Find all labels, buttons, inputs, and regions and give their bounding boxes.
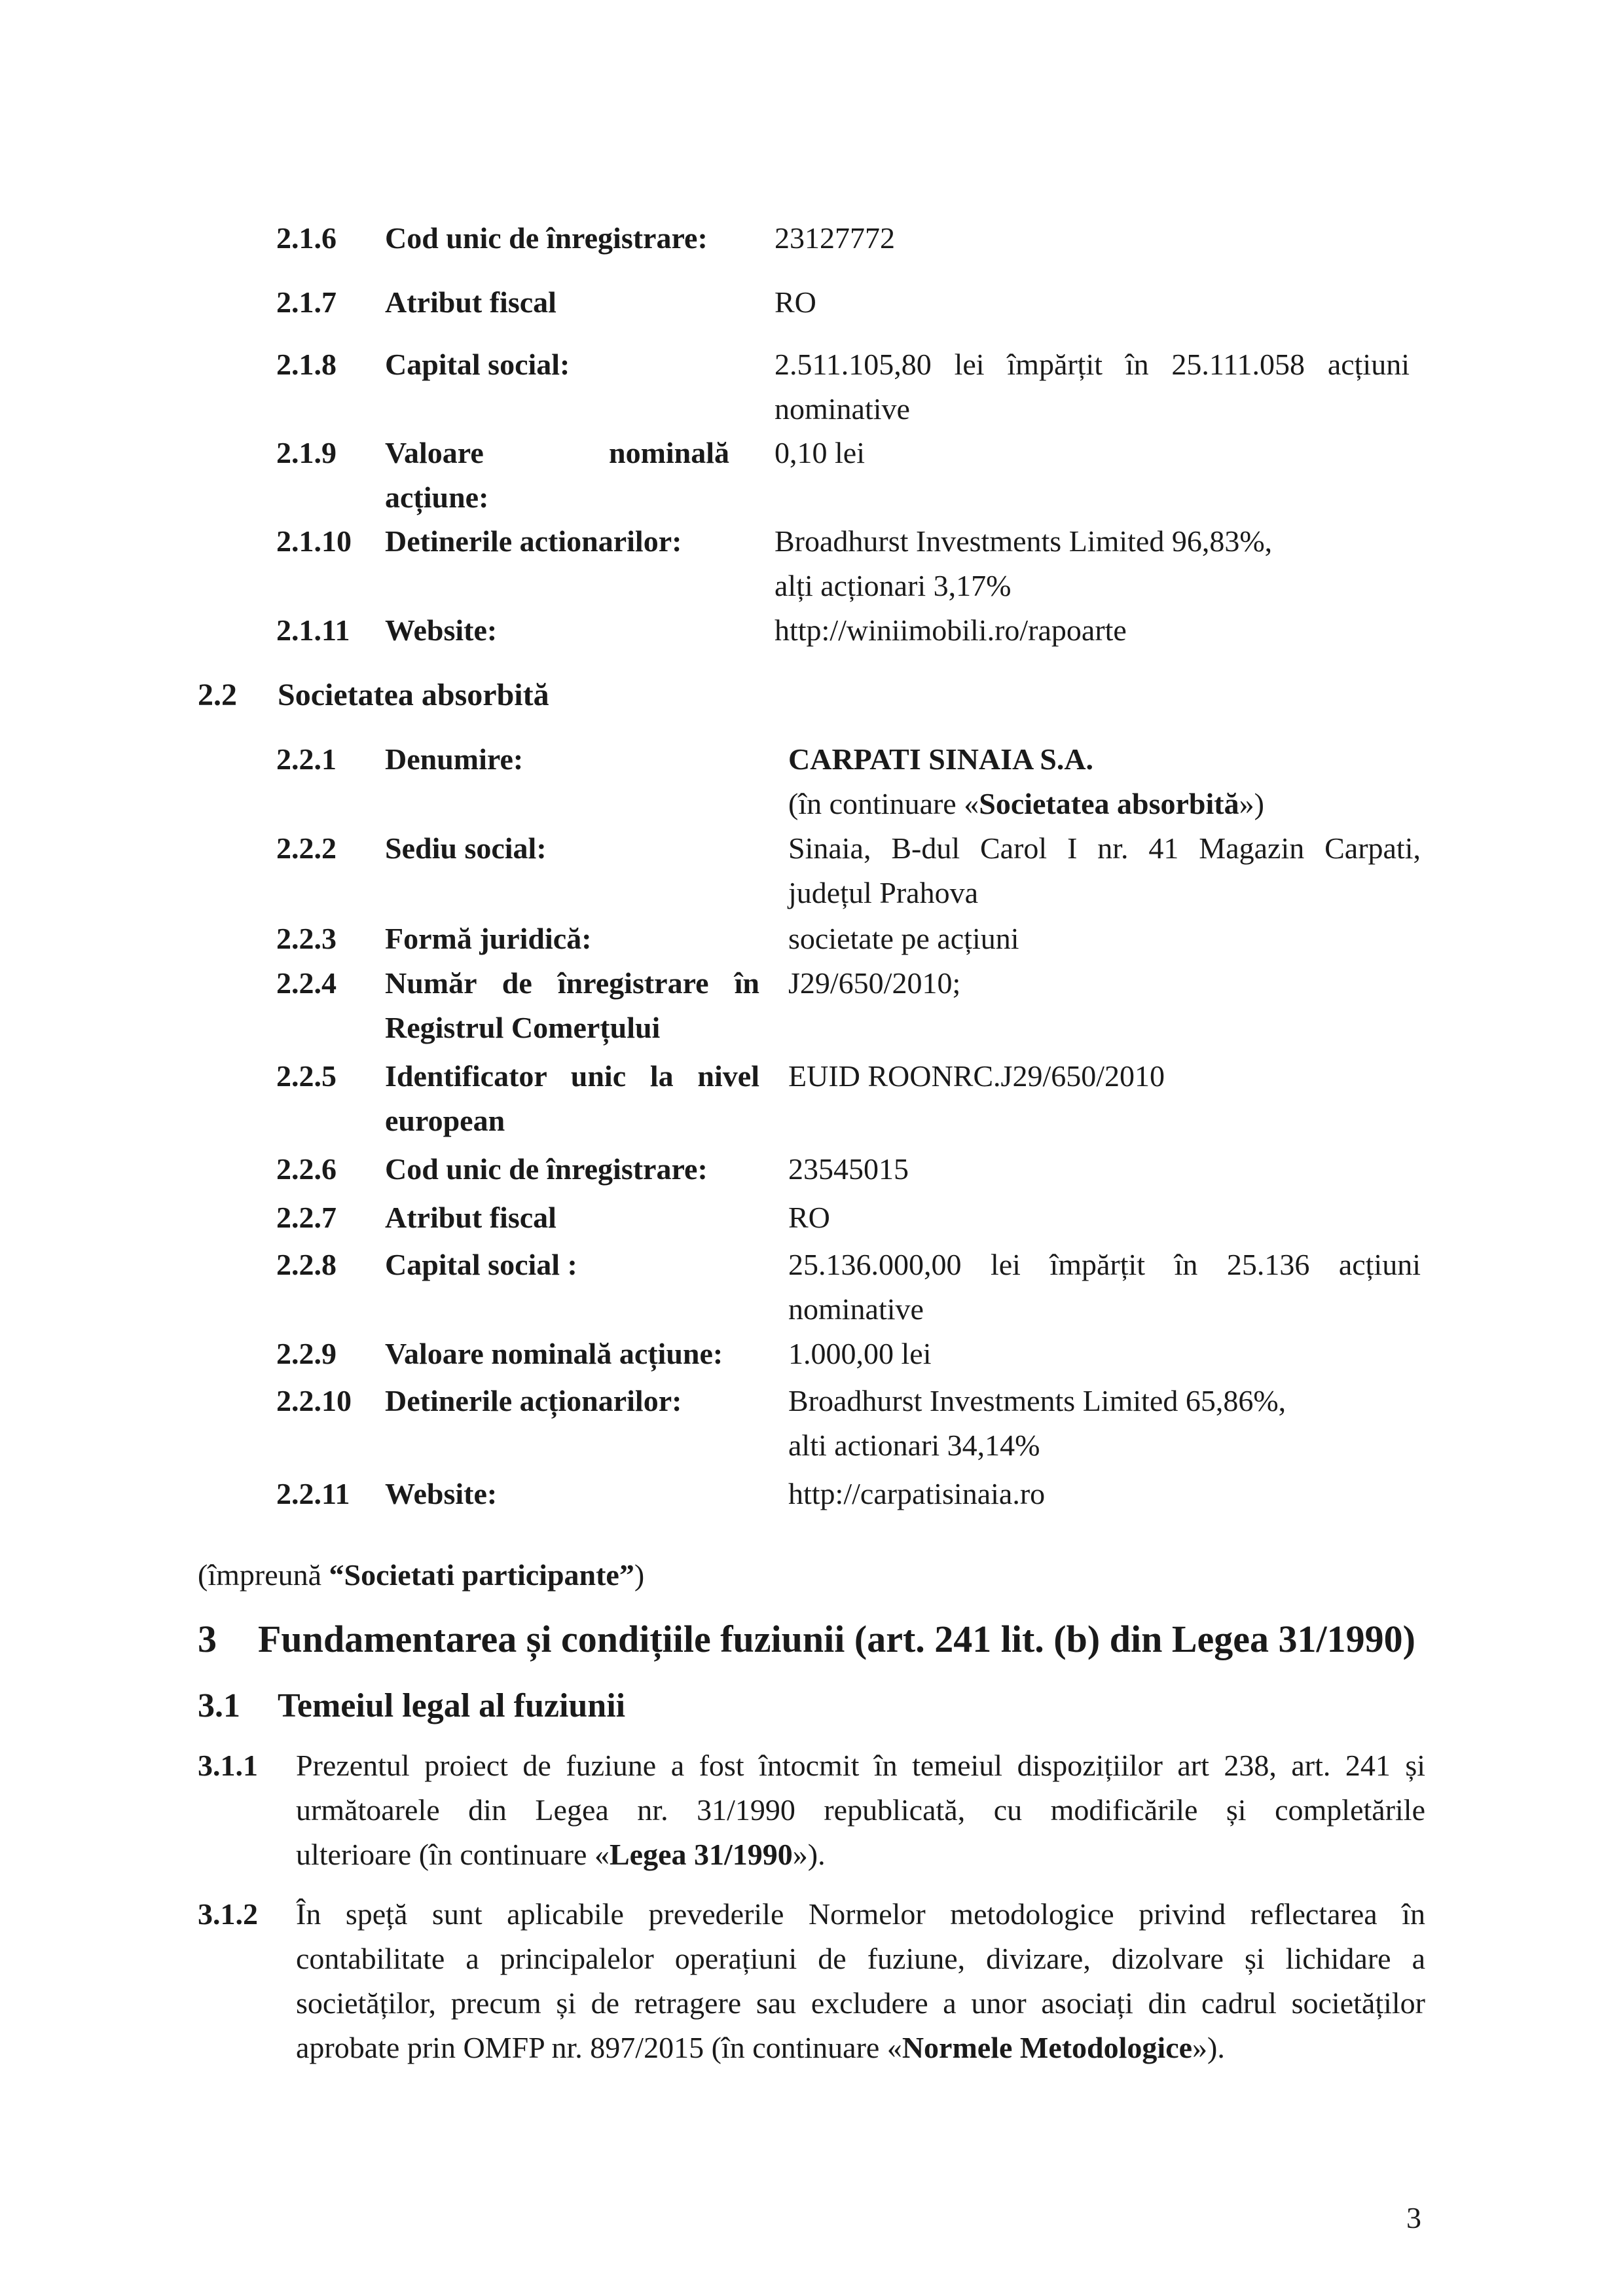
item-value-line-2: alti actionari 34,14% [788, 1429, 1040, 1462]
item-number: 2.2.8 [276, 1248, 337, 1281]
item-number: 2.1.7 [276, 285, 337, 319]
section-number: 3.1 [198, 1687, 240, 1724]
item-number: 2.1.10 [276, 524, 352, 558]
paragraph-line: următoarele din Legea nr. 31/1990 republicată, cu modificările și completările [296, 1793, 1425, 1827]
item-value: EUID ROONRC.J29/650/2010 [788, 1059, 1165, 1093]
item-label: Denumire: [385, 742, 524, 776]
paragraph-line: Prezentul proiect de fuziune a fost întocmit în temeiul dispozițiilor art 238, art. 241 și [296, 1749, 1425, 1782]
item-label: Atribut fiscal [385, 1201, 556, 1234]
item-label-word-1: Valoare [385, 436, 484, 469]
paragraph-last-line: ulterioare (în continuare «Legea 31/1990»). [296, 1838, 826, 1871]
item-value: 23127772 [775, 221, 895, 255]
item-label: Website: [385, 613, 498, 647]
item-label: Detinerile actionarilor: [385, 524, 682, 558]
item-number: 2.1.8 [276, 348, 337, 381]
item-value-line-1: Sinaia, B-dul Carol I nr. 41 Magazin Carpati, [788, 831, 1421, 865]
item-number: 2.2.11 [276, 1477, 350, 1510]
item-label: Atribut fiscal [385, 285, 556, 319]
item-label: Capital social : [385, 1248, 577, 1281]
website-link[interactable]: http://carpatisinaia.ro [788, 1477, 1046, 1510]
section-title: Societatea absorbită [278, 678, 549, 712]
paragraph-number: 3.1.1 [198, 1749, 258, 1782]
website-link[interactable]: http://winiimobili.ro/rapoarte [775, 613, 1127, 647]
item-value: 1.000,00 lei [788, 1337, 932, 1370]
paragraph-line: societăților, precum și de retragere sau excludere a unor asociați din cadrul societăților [296, 1986, 1425, 2020]
section-title: Temeiul legal al fuziunii [278, 1687, 626, 1724]
paragraph-last-line: aprobate prin OMFP nr. 897/2015 (în continuare «Normele Metodologice»). [296, 2031, 1225, 2064]
item-label: Detinerile acționarilor: [385, 1384, 682, 1417]
item-label: Cod unic de înregistrare: [385, 1152, 708, 1186]
section-number: 3 [198, 1618, 217, 1660]
section-3-1-heading [198, 1683, 626, 1730]
section-2-2-heading [198, 673, 549, 718]
item-value: societate pe acțiuni [788, 922, 1019, 955]
item-number: 2.1.11 [276, 613, 350, 647]
section-3-heading [198, 1613, 1415, 1666]
item-value: RO [788, 1201, 830, 1234]
item-label-word-2: nominală [609, 436, 730, 469]
participating-companies-note: (împreună “Societati participante”) [198, 1558, 645, 1592]
paragraph-number: 3.1.2 [198, 1897, 258, 1931]
item-value-line-1: 2.511.105,80 lei împărțit în 25.111.058 acțiuni [775, 348, 1410, 381]
item-label-line-2: acțiune: [385, 481, 489, 514]
section-number: 2.2 [198, 678, 237, 712]
item-label: Capital social: [385, 348, 570, 381]
item-label-line-2: european [385, 1104, 505, 1137]
item-value-line-2: alți acționari 3,17% [775, 569, 1012, 602]
paragraph-line: contabilitate a principalelor operațiuni de fuziune, divizare, dizolvare și lichidare a [296, 1942, 1425, 1975]
page-number: 3 [1406, 2201, 1421, 2234]
section-title: Fundamentarea și condițiile fuziunii (art. 241 lit. (b) din Legea 31/1990) [258, 1618, 1415, 1660]
item-number: 2.2.10 [276, 1384, 352, 1417]
item-value-line-1: Broadhurst Investments Limited 96,83%, [775, 524, 1273, 558]
item-value-line-2: nominative [775, 392, 910, 426]
item-number: 2.2.9 [276, 1337, 337, 1370]
item-label: Formă juridică: [385, 922, 592, 955]
item-number: 2.1.6 [276, 221, 337, 255]
item-number: 2.2.5 [276, 1059, 337, 1093]
item-value: 0,10 lei [775, 436, 865, 469]
item-value: RO [775, 285, 816, 319]
item-value-line-1: 25.136.000,00 lei împărțit în 25.136 acțiuni [788, 1248, 1421, 1281]
item-value-line-2: județul Prahova [788, 876, 978, 909]
item-label-line-1: Identificator unic la nivel [385, 1059, 759, 1093]
company-name: CARPATI SINAIA S.A. [788, 742, 1094, 776]
item-number: 2.2.6 [276, 1152, 337, 1186]
paragraph-line: În speță sunt aplicabile prevederile Normelor metodologice privind reflectarea în [296, 1897, 1425, 1931]
item-label: Sediu social: [385, 831, 547, 865]
item-number: 2.2.1 [276, 742, 337, 776]
item-value: 23545015 [788, 1152, 909, 1186]
item-value-line-2: (în continuare «Societatea absorbită») [788, 787, 1264, 820]
item-value-line-1: Broadhurst Investments Limited 65,86%, [788, 1384, 1286, 1417]
item-number: 2.2.2 [276, 831, 337, 865]
item-label-line-2: Registrul Comerțului [385, 1011, 661, 1044]
item-value-line-2: nominative [788, 1292, 924, 1326]
item-label: Valoare nominală acțiune: [385, 1337, 723, 1370]
item-number: 2.2.7 [276, 1201, 337, 1234]
item-number: 2.2.3 [276, 922, 337, 955]
item-value: J29/650/2010; [788, 966, 961, 1000]
item-number: 2.1.9 [276, 436, 337, 469]
item-label: Cod unic de înregistrare: [385, 221, 708, 255]
item-number: 2.2.4 [276, 966, 337, 1000]
item-label-line-1: Număr de înregistrare în [385, 966, 759, 1000]
item-label: Website: [385, 1477, 498, 1510]
